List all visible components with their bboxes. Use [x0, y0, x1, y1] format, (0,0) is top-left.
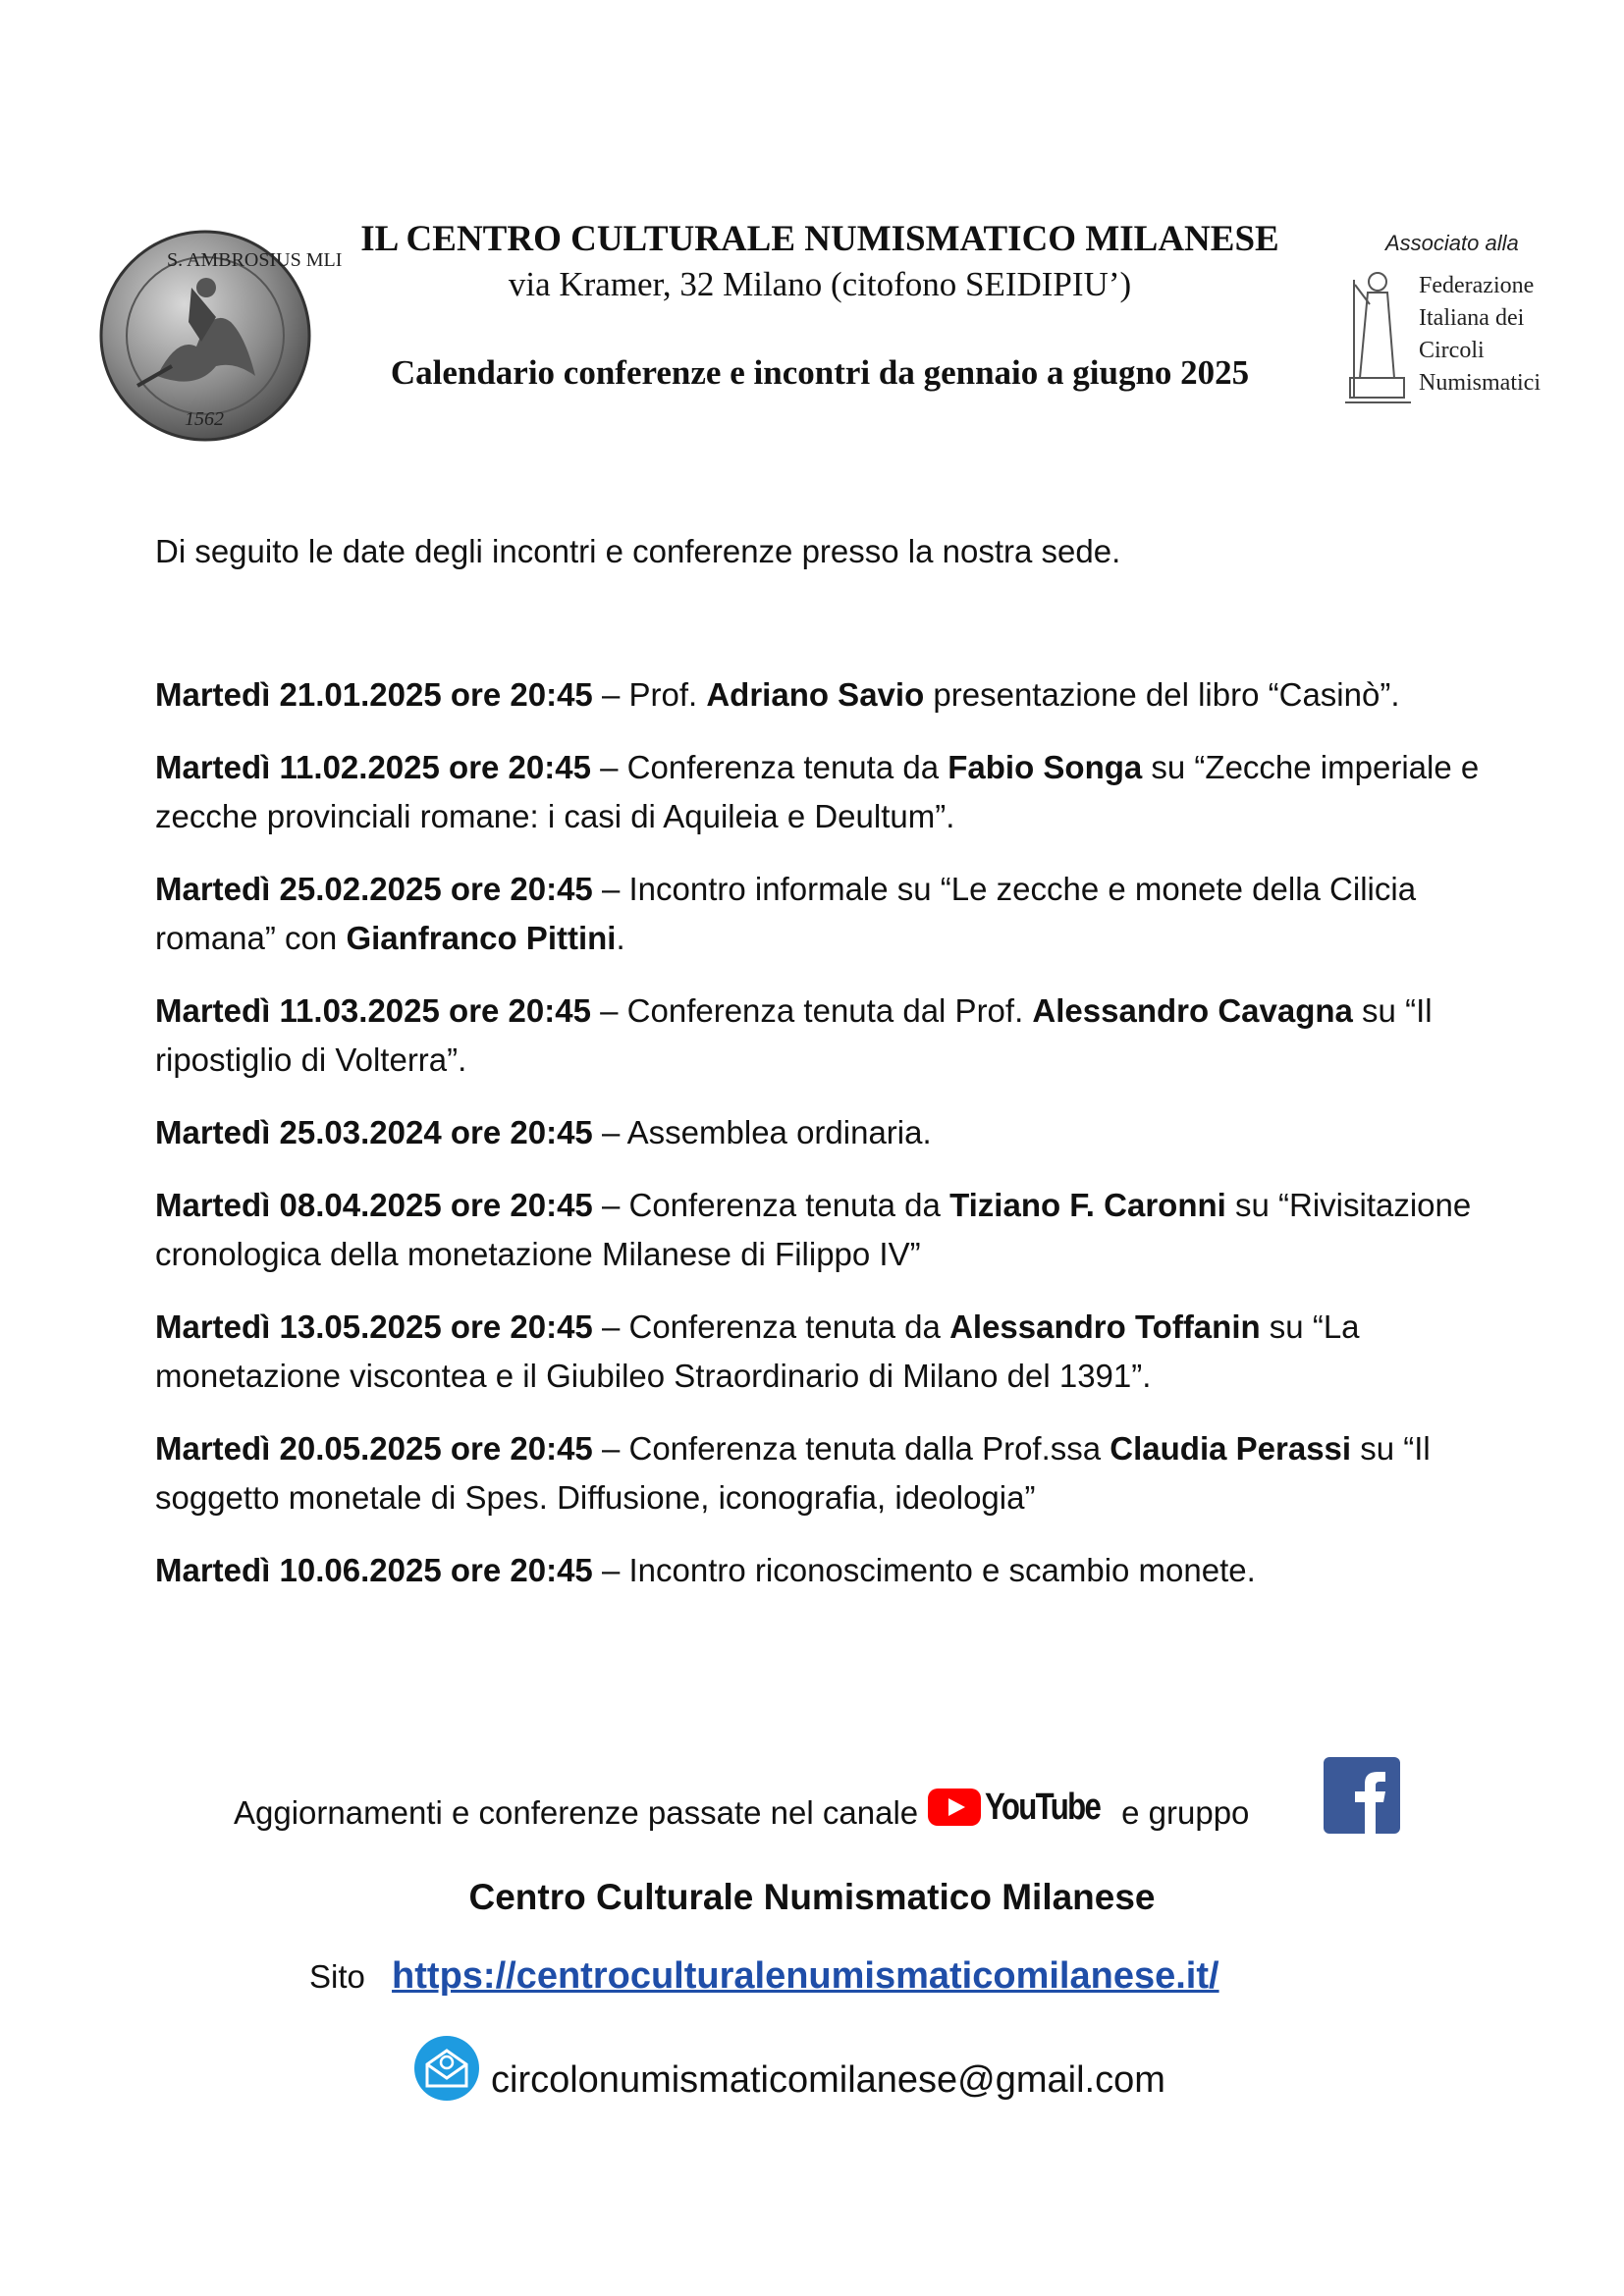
- event-speaker: Alessandro Cavagna: [1032, 992, 1353, 1029]
- event-speaker: Gianfranco Pittini: [346, 920, 617, 956]
- site-link[interactable]: https://centroculturalenumismaticomilanese.it/: [392, 1955, 1219, 1997]
- event-date: Martedì 11.02.2025 ore 20:45: [155, 749, 591, 785]
- event-item: Martedì 21.01.2025 ore 20:45 – Prof. Adriano Savio presentazione del libro “Casinò”.: [155, 676, 1400, 713]
- youtube-icon: [928, 1789, 981, 1826]
- site-line: [309, 1951, 1219, 2002]
- event-item: Martedì 10.06.2025 ore 20:45 – Incontro riconoscimento e scambio monete.: [155, 1552, 1256, 1588]
- updates-line: [234, 1789, 1249, 1838]
- event-date: Martedì 08.04.2025 ore 20:45: [155, 1187, 593, 1223]
- site-label: Sito: [309, 1958, 365, 1995]
- event-date: Martedì 21.01.2025 ore 20:45: [155, 676, 593, 713]
- event-item: Martedì 13.05.2025 ore 20:45 – Conferenza tenuta da Alessandro Toffanin su “La monetazione viscontea e il Giubileo Straordinario di Milano del 1391”.: [155, 1308, 1360, 1394]
- event-date: Martedì 13.05.2025 ore 20:45: [155, 1308, 593, 1345]
- event-item: Martedì 20.05.2025 ore 20:45 – Conferenza tenuta dalla Prof.ssa Claudia Perassi su “Il soggetto monetale di Spes. Diffusione, iconografia, ideologia”: [155, 1430, 1431, 1516]
- address: via Kramer, 32 Milano (citofono SEIDIPIU’): [508, 265, 1132, 303]
- page-title: IL CENTRO CULTURALE NUMISMATICO MILANESE: [360, 219, 1279, 259]
- event-item: Martedì 25.02.2025 ore 20:45 – Incontro informale su “Le zecche e monete della Cilicia romana” con Gianfranco Pittini.: [155, 871, 1417, 956]
- event-date: Martedì 25.02.2025 ore 20:45: [155, 871, 593, 907]
- coin-logo-icon: [98, 229, 343, 443]
- updates-text: Aggiornamenti e conferenze passate nel canale: [234, 1794, 919, 1831]
- events-list: [155, 670, 1500, 1619]
- federation-name: Federazione Italiana dei Circoli Numismatici: [1419, 273, 1541, 396]
- event-speaker: Fabio Songa: [947, 749, 1143, 785]
- statue-icon: [1340, 260, 1414, 407]
- coin-legend: S. AMBROSIUS MLI: [167, 249, 343, 271]
- event-date: Martedì 25.03.2024 ore 20:45: [155, 1114, 593, 1150]
- facebook-icon[interactable]: [1324, 1757, 1400, 1834]
- calendar-heading: Calendario conferenze e incontri da gennaio a giugno 2025: [390, 353, 1250, 392]
- coin-year: 1562: [185, 408, 224, 430]
- event-date: Martedì 10.06.2025 ore 20:45: [155, 1552, 593, 1588]
- event-item: Martedì 11.02.2025 ore 20:45 – Conferenza tenuta da Fabio Songa su “Zecche imperiale e zecche provinciali romane: i casi di Aquileia e Deultum”.: [155, 749, 1480, 834]
- youtube-wordmark: YouTube: [985, 1787, 1101, 1828]
- event-speaker: Adriano Savio: [706, 676, 925, 713]
- event-speaker: Alessandro Toffanin: [949, 1308, 1261, 1345]
- event-speaker: Claudia Perassi: [1110, 1430, 1352, 1467]
- event-speaker: Tiziano F. Caronni: [949, 1187, 1226, 1223]
- intro-text: Di seguito le date degli incontri e conferenze presso la nostra sede.: [155, 533, 1121, 569]
- center-name: Centro Culturale Numismatico Milanese: [468, 1877, 1156, 1917]
- federation-logo: [1340, 231, 1566, 407]
- event-item: Martedì 25.03.2024 ore 20:45 – Assemblea ordinaria.: [155, 1114, 932, 1150]
- email-address[interactable]: circolonumismaticomilanese@gmail.com: [491, 2059, 1165, 2101]
- event-item: Martedì 08.04.2025 ore 20:45 – Conferenza tenuta da Tiziano F. Caronni su “Rivisitazione cronologica della monetazione Milanese di Filippo IV”: [155, 1187, 1472, 1272]
- page-header: [324, 216, 1316, 395]
- youtube-link[interactable]: [928, 1783, 1108, 1832]
- email-icon: [413, 2035, 480, 2102]
- federation-associated-label: Associato alla: [1385, 231, 1519, 255]
- event-date: Martedì 11.03.2025 ore 20:45: [155, 992, 591, 1029]
- event-item: Martedì 11.03.2025 ore 20:45 – Conferenza tenuta dal Prof. Alessandro Cavagna su “Il ripostiglio di Volterra”.: [155, 992, 1433, 1078]
- event-date: Martedì 20.05.2025 ore 20:45: [155, 1430, 593, 1467]
- group-text: e gruppo: [1121, 1794, 1250, 1831]
